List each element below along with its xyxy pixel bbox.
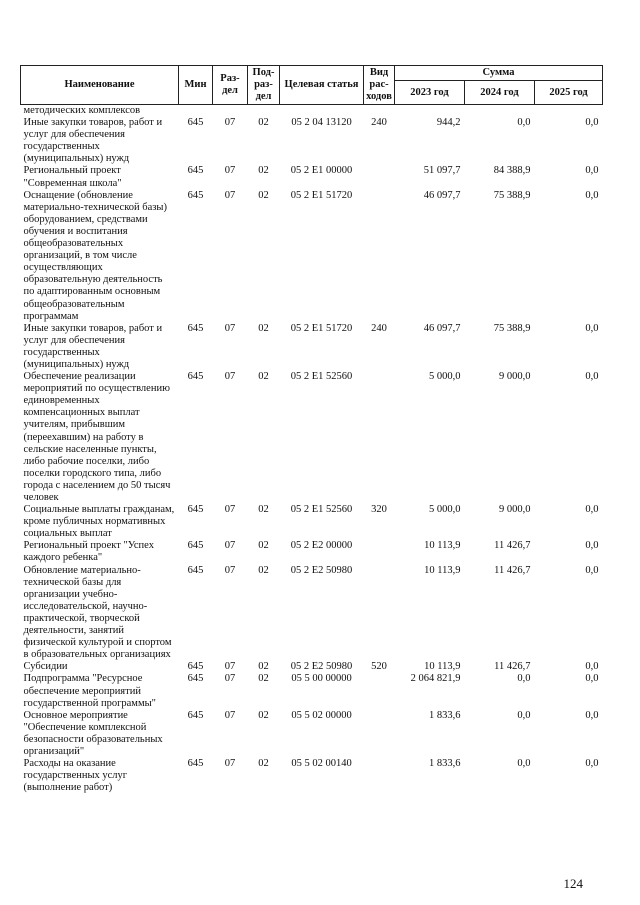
row-name: Региональный проект "Современная школа" <box>23 165 122 189</box>
row-2023 <box>395 105 465 118</box>
row-min: 645 <box>187 564 204 576</box>
row-2023: 46 097,7 <box>423 189 461 201</box>
row-razdel: 07 <box>224 673 236 685</box>
row-target: 05 2 04 13120 <box>291 117 352 129</box>
table-row <box>21 710 603 758</box>
row-vid <box>364 540 395 564</box>
header-summa: Сумма <box>395 66 603 81</box>
row-min: 645 <box>187 165 204 177</box>
table-row <box>21 540 603 564</box>
row-podrazdel: 02 <box>258 661 269 673</box>
row-vid <box>364 105 395 118</box>
row-target: 05 2 E1 00000 <box>290 165 353 177</box>
row-razdel: 07 <box>224 564 236 576</box>
row-2023: 5 000,0 <box>429 371 461 383</box>
row-2025: 0,0 <box>585 189 599 201</box>
row-razdel: 07 <box>224 504 236 516</box>
row-min: 645 <box>187 189 204 201</box>
row-2025: 0,0 <box>585 564 599 576</box>
row-vid <box>364 710 395 758</box>
row-2024: 0,0 <box>517 117 531 129</box>
row-vid <box>364 165 395 189</box>
row-2025: 0,0 <box>585 758 599 770</box>
row-name: Субсидии <box>23 661 68 673</box>
row-min: 645 <box>187 758 204 770</box>
page-number: 124 <box>563 876 583 891</box>
row-razdel: 07 <box>224 661 236 673</box>
row-2025: 0,0 <box>585 540 599 552</box>
row-name: Расходы на оказание государственных услуг (выполнение работ) <box>23 758 128 794</box>
row-target: 05 2 E1 52560 <box>290 371 353 383</box>
row-name: Оснащение (обновление материально-технической базы) оборудованием, средствами обучения и воспитания общеобразовательных организаций, в том числе осуществляющих образовательную деятельность по адаптированным основным общеобразовательным программам <box>23 189 167 322</box>
row-razdel: 07 <box>224 371 236 383</box>
row-2025: 0,0 <box>585 661 599 673</box>
row-razdel: 07 <box>224 540 236 552</box>
header-name: Наименование <box>21 66 179 105</box>
row-name: Обеспечение реализации мероприятий по осуществлению единовременных компенсационных выплат учителям, прибывшим (переехавшим) на работу в сельские населенные пункты, либо рабочие поселки, либо поселки городского типа, либо города с населением до 50 тысяч человек <box>23 371 171 503</box>
row-name: Иные закупки товаров, работ и услуг для обеспечения государственных (муниципальных) нужд <box>23 322 163 370</box>
row-2023: 46 097,7 <box>423 322 461 334</box>
table-row <box>21 661 603 673</box>
table-row <box>21 323 603 371</box>
row-razdel: 07 <box>224 117 236 129</box>
row-target: 05 2 E2 50980 <box>290 564 353 576</box>
row-2023: 10 113,9 <box>424 540 461 552</box>
row-min: 645 <box>187 322 204 334</box>
row-2024: 9 000,0 <box>499 371 531 383</box>
row-vid <box>364 371 395 504</box>
row-name: методических комплексов <box>23 105 141 116</box>
row-target: 05 2 E2 50980 <box>290 661 353 673</box>
row-2025: 0,0 <box>585 709 599 721</box>
budget-table <box>20 65 603 794</box>
table-row <box>21 190 603 323</box>
table-row <box>21 117 603 165</box>
row-2023: 51 097,7 <box>423 165 461 177</box>
table-row <box>21 504 603 540</box>
table-row <box>21 105 603 118</box>
row-2025: 0,0 <box>585 371 599 383</box>
header-2024: 2024 год <box>465 81 535 105</box>
row-2025: 0,0 <box>585 117 599 129</box>
row-vid: 320 <box>371 504 387 516</box>
row-2023: 10 113,9 <box>424 564 461 576</box>
row-name: Иные закупки товаров, работ и услуг для обеспечения государственных (муниципальных) нужд <box>23 117 163 165</box>
table-row <box>21 371 603 504</box>
row-2024: 11 426,7 <box>494 661 531 673</box>
row-min: 645 <box>187 661 204 673</box>
row-2024: 0,0 <box>517 673 531 685</box>
row-2024: 75 388,9 <box>493 322 531 334</box>
row-2024: 11 426,7 <box>494 564 531 576</box>
header-2025: 2025 год <box>535 81 603 105</box>
row-name: Региональный проект "Успех каждого ребенка" <box>23 540 154 564</box>
header-vid: Вид рас-ходов <box>364 66 395 105</box>
row-2024: 84 388,9 <box>493 165 531 177</box>
table-row <box>21 165 603 189</box>
row-target <box>280 105 364 118</box>
table-row <box>21 673 603 709</box>
row-2023: 1 833,6 <box>429 709 461 721</box>
row-podrazdel <box>248 105 280 118</box>
row-name: Подпрограмма "Ресурсное обеспечение мероприятий государственной программы" <box>23 673 156 709</box>
row-2025: 0,0 <box>585 673 599 685</box>
header-podrazdel: Под-раз-дел <box>248 66 280 105</box>
row-2024: 0,0 <box>517 709 531 721</box>
row-target: 05 5 02 00140 <box>291 758 352 770</box>
row-min: 645 <box>187 540 204 552</box>
row-name: Социальные выплаты гражданам, кроме публичных нормативных социальных выплат <box>23 504 175 540</box>
row-target: 05 2 E1 52560 <box>290 504 353 516</box>
row-min: 645 <box>187 371 204 383</box>
row-podrazdel: 02 <box>258 117 269 129</box>
row-2025: 0,0 <box>585 322 599 334</box>
row-2025: 0,0 <box>585 504 599 516</box>
row-podrazdel: 02 <box>258 189 269 201</box>
header-razdel: Раз-дел <box>213 66 248 105</box>
row-vid: 520 <box>371 661 387 673</box>
row-vid <box>364 673 395 709</box>
row-min: 645 <box>187 504 204 516</box>
row-2023: 5 000,0 <box>429 504 461 516</box>
row-target: 05 2 E1 51720 <box>290 189 353 201</box>
row-2024: 0,0 <box>517 758 531 770</box>
row-podrazdel: 02 <box>258 322 269 334</box>
row-min: 645 <box>187 709 204 721</box>
row-target: 05 2 E2 00000 <box>290 540 353 552</box>
row-2025: 0,0 <box>585 165 599 177</box>
row-razdel <box>213 105 248 118</box>
row-razdel: 07 <box>224 758 236 770</box>
row-2023: 944,2 <box>436 117 461 129</box>
row-vid <box>364 565 395 662</box>
row-min: 645 <box>187 673 204 685</box>
row-podrazdel: 02 <box>258 564 269 576</box>
row-2024: 9 000,0 <box>499 504 531 516</box>
row-podrazdel: 02 <box>258 371 269 383</box>
row-razdel: 07 <box>224 322 236 334</box>
row-podrazdel: 02 <box>258 673 269 685</box>
row-razdel: 07 <box>224 189 236 201</box>
header-2023: 2023 год <box>395 81 465 105</box>
row-2024: 11 426,7 <box>494 540 531 552</box>
row-podrazdel: 02 <box>258 540 269 552</box>
row-podrazdel: 02 <box>258 165 269 177</box>
row-name: Основное мероприятие "Обеспечение комплексной безопасности образовательных организаций" <box>23 709 163 757</box>
row-target: 05 5 00 00000 <box>291 673 352 685</box>
row-razdel: 07 <box>224 709 236 721</box>
row-2025 <box>535 105 603 118</box>
row-name: Обновление материально-технической базы для организации учебно-исследовательской, научно-практической, творческой деятельности, занятий физической культурой и спортом в образовательных организациях <box>23 564 172 661</box>
row-2024: 75 388,9 <box>493 189 531 201</box>
row-min <box>179 105 213 118</box>
row-vid: 240 <box>371 117 387 129</box>
row-min: 645 <box>187 117 204 129</box>
row-vid: 240 <box>371 322 387 334</box>
row-2023: 1 833,6 <box>429 758 461 770</box>
row-razdel: 07 <box>224 165 236 177</box>
table-row <box>21 758 603 794</box>
row-2023: 2 064 821,9 <box>410 673 461 685</box>
row-vid <box>364 190 395 323</box>
row-vid <box>364 758 395 794</box>
row-target: 05 2 E1 51720 <box>290 322 353 334</box>
row-podrazdel: 02 <box>258 504 269 516</box>
row-podrazdel: 02 <box>258 758 269 770</box>
table-body <box>21 105 603 795</box>
header-min: Мин <box>179 66 213 105</box>
header-target: Целевая статья <box>280 66 364 105</box>
row-2024 <box>465 105 535 118</box>
row-target: 05 5 02 00000 <box>291 709 352 721</box>
table-row <box>21 565 603 662</box>
row-2023: 10 113,9 <box>424 661 461 673</box>
row-podrazdel: 02 <box>258 709 269 721</box>
